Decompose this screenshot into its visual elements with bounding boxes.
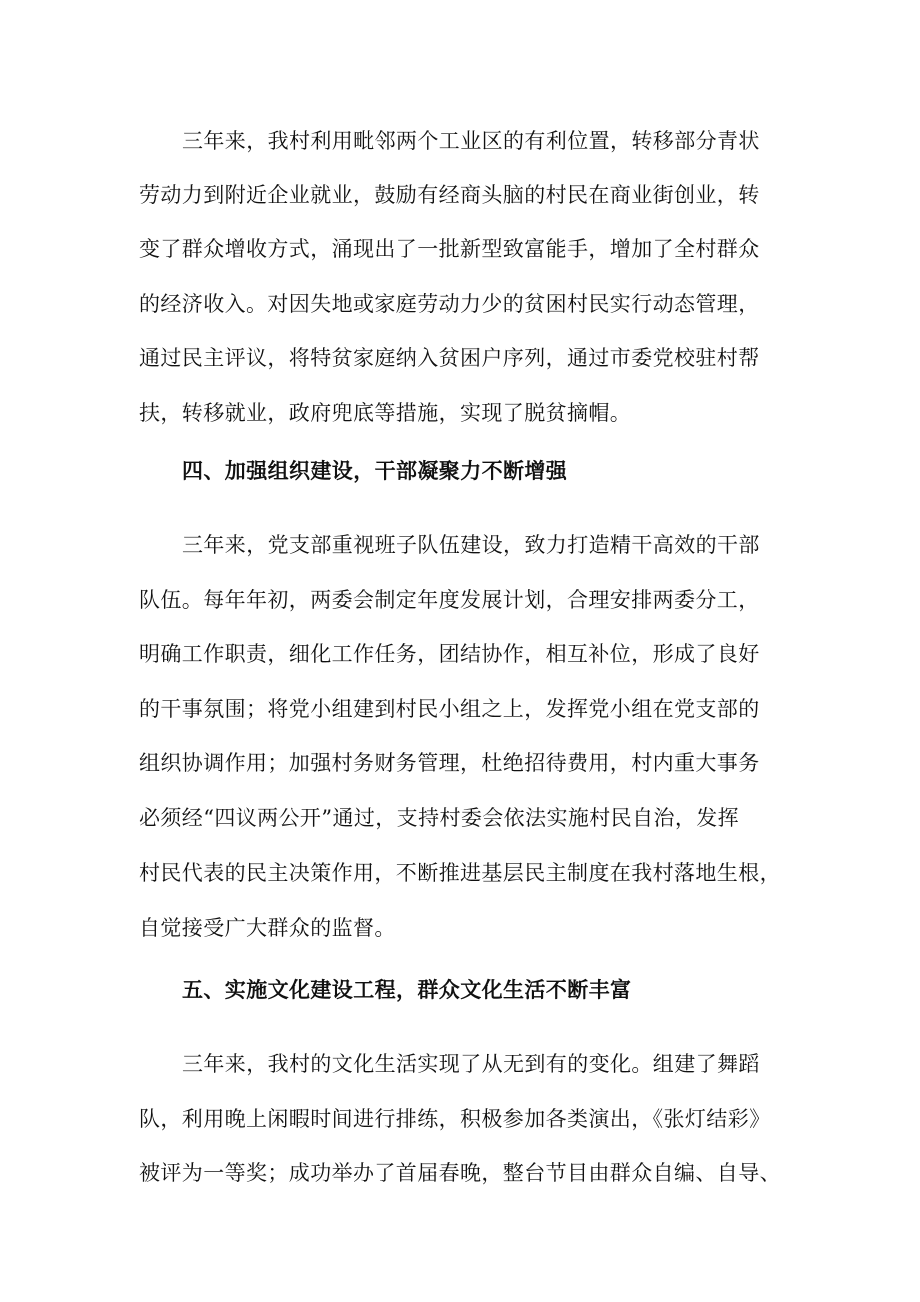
paragraph-line: 变了群众增收方式，涌现出了一批新型致富能手，增加了全村群众: [139, 237, 760, 261]
paragraph-line: 队伍。每年年初，两委会制定年度发展计划，合理安排两委分工，: [139, 588, 760, 612]
paragraph-line: 三年来，我村利用毗邻两个工业区的有利位置，转移部分青状: [182, 129, 760, 153]
paragraph-line: 必须经“四议两公开”通过，支持村委会依法实施村民自治，发挥: [139, 806, 740, 830]
paragraph-line: 扶，转移就业，政府兜底等措施，实现了脱贫摘帽。: [139, 401, 632, 425]
paragraph-line: 组织协调作用；加强村务财务管理，杜绝招待费用，村内重大事务: [139, 751, 760, 775]
paragraph-line: 的经济收入。对因失地或家庭劳动力少的贫困村民实行动态管理，: [139, 292, 760, 316]
paragraph-line: 通过民主评议，将特贫家庭纳入贫困户序列，通过市委党校驻村帮: [139, 346, 760, 370]
paragraph-line: 被评为一等奖；成功举办了首届春晚，整台节目由群众自编、自导、: [139, 1161, 781, 1185]
section-heading: 五、实施文化建设工程，群众文化生活不断丰富: [182, 977, 632, 1002]
paragraph-line: 的干事氛围；将党小组建到村民小组之上，发挥党小组在党支部的: [139, 697, 760, 721]
paragraph-line: 三年来，党支部重视班子队伍建设，致力打造精干高效的干部: [182, 533, 760, 557]
paragraph-line: 劳动力到附近企业就业，鼓励有经商头脑的村民在商业街创业，转: [139, 183, 760, 207]
paragraph-line: 三年来，我村的文化生活实现了从无到有的变化。组建了舞蹈: [182, 1052, 760, 1076]
paragraph-line: 队，利用晚上闲暇时间进行排练，积极参加各类演出，《张灯结彩》: [139, 1107, 771, 1131]
paragraph-line: 自觉接受广大群众的监督。: [139, 916, 396, 940]
paragraph-line: 村民代表的民主决策作用，不断推进基层民主制度在我村落地生根，: [139, 861, 781, 885]
paragraph-line: 明确工作职责，细化工作任务，团结协作，相互补位，形成了良好: [139, 642, 760, 666]
section-heading: 四、加强组织建设，干部凝聚力不断增强: [182, 458, 568, 483]
